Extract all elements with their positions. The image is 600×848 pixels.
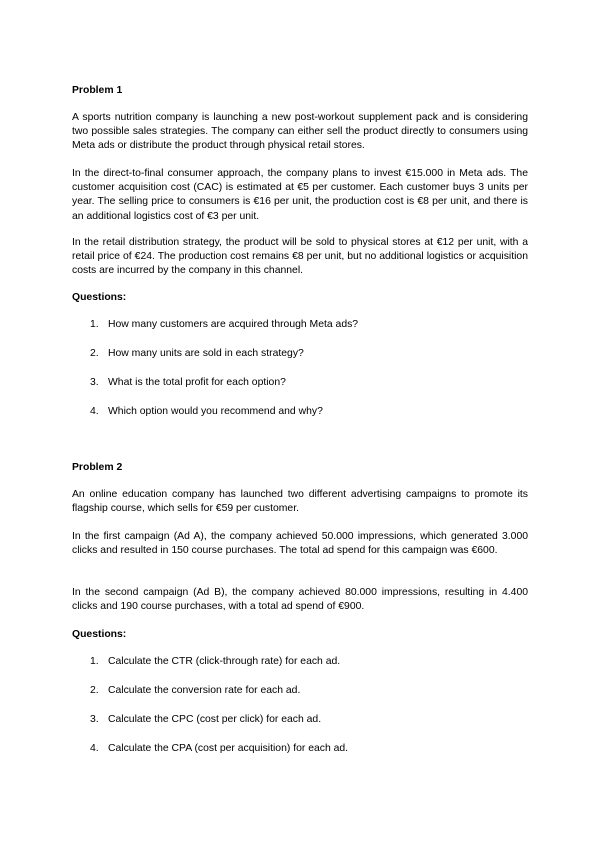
problem-2-section xyxy=(72,461,528,475)
paragraph: In the second campaign (Ad B), the company achieved 80.000 impressions, resulting in 4.400 clicks and 190 course purchases, with a total ad spend of €900. xyxy=(72,587,528,613)
question-number: 3. xyxy=(90,714,99,725)
question-text: Which option would you recommend and why? xyxy=(108,406,323,417)
question-item xyxy=(72,347,528,361)
problem-1-paragraph-2 xyxy=(72,167,528,224)
question-item xyxy=(72,376,528,390)
problem-2-questions-heading xyxy=(72,628,528,642)
question-text: How many units are sold in each strategy? xyxy=(108,348,304,359)
question-item xyxy=(72,684,528,698)
question-number: 1. xyxy=(90,656,99,667)
paragraph: A sports nutrition company is launching a new post-workout supplement pack and is considering two possible sales strategies. The company can either sell the product directly to consumers using Meta ads or distribute the product through physical retail stores. xyxy=(72,112,528,152)
problem-1-question-list xyxy=(72,405,528,419)
question-text: What is the total profit for each option? xyxy=(108,377,286,388)
question-number: 4. xyxy=(90,406,99,417)
question-number: 4. xyxy=(90,743,99,754)
question-text: Calculate the conversion rate for each ad. xyxy=(108,685,301,696)
paragraph: In the retail distribution strategy, the product will be sold to physical stores at €12 per unit, with a retail price of €24. The production cost remains €8 per unit, but no additional logistics or acquisition costs are incurred by the company in this channel. xyxy=(72,237,528,277)
problem-2-question-list xyxy=(72,713,528,727)
problem-1-question-list xyxy=(72,347,528,361)
problem-1-section xyxy=(72,84,528,98)
problem-1-paragraph-1 xyxy=(72,111,528,154)
problem-1-question-list xyxy=(72,376,528,390)
problem-1-question-list xyxy=(72,318,528,332)
question-number: 1. xyxy=(90,319,99,330)
problem-2-question-list xyxy=(72,655,528,669)
problem-2-paragraph-1 xyxy=(72,488,528,516)
problem-2-paragraph-2 xyxy=(72,530,528,558)
problem-title: Problem 2 xyxy=(72,462,123,473)
question-number: 3. xyxy=(90,377,99,388)
problem-2-question-list xyxy=(72,684,528,698)
question-text: Calculate the CTR (click-through rate) for each ad. xyxy=(108,656,341,667)
questions-heading: Questions: xyxy=(72,629,127,640)
problem-2-question-list xyxy=(72,742,528,756)
question-item xyxy=(72,713,528,727)
paragraph: In the first campaign (Ad A), the company achieved 50.000 impressions, which generated 3.000 clicks and resulted in 150 course purchases. The total ad spend for this campaign was €600. xyxy=(72,531,528,557)
question-number: 2. xyxy=(90,348,99,359)
question-item xyxy=(72,405,528,419)
problem-2-paragraph-3 xyxy=(72,586,528,614)
question-item xyxy=(72,742,528,756)
question-text: Calculate the CPA (cost per acquisition) for each ad. xyxy=(108,743,349,754)
questions-heading: Questions: xyxy=(72,292,127,303)
question-item xyxy=(72,655,528,669)
question-text: How many customers are acquired through Meta ads? xyxy=(108,319,359,330)
problem-title: Problem 1 xyxy=(72,85,123,96)
problem-1-paragraph-3 xyxy=(72,236,528,279)
problem-1-questions-heading xyxy=(72,291,528,305)
question-text: Calculate the CPC (cost per click) for each ad. xyxy=(108,714,322,725)
paragraph: An online education company has launched two different advertising campaigns to promote its flagship course, which sells for €59 per customer. xyxy=(72,489,528,515)
paragraph: In the direct-to-final consumer approach, the company plans to invest €15.000 in Meta ads. The customer acquisition cost (CAC) is estimated at €5 per customer. Each customer buys 3 units per year. The selling price to consumers is €16 per unit, the production cost is €8 per unit, and there is an additional logistics cost of €3 per unit. xyxy=(72,168,528,222)
question-number: 2. xyxy=(90,685,99,696)
question-item xyxy=(72,318,528,332)
